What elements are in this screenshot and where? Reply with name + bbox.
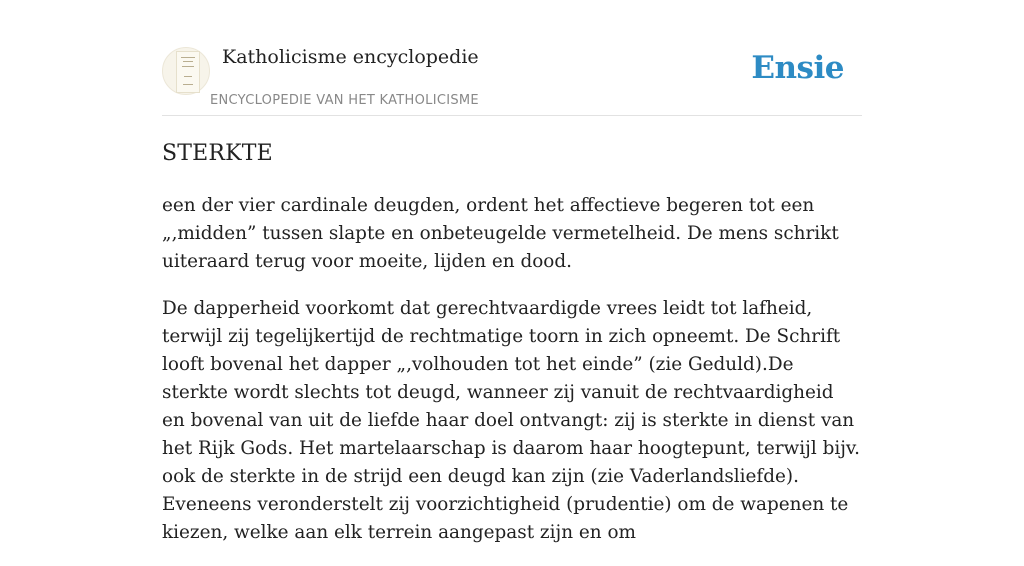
entry-title: STERKTE [162,141,273,166]
site-header [162,0,862,116]
site-subtitle: ENCYCLOPEDIE VAN HET KATHOLICISME [210,93,479,108]
book-cover-icon [176,51,200,93]
site-title[interactable]: Katholicisme encyclopedie [222,46,479,68]
encyclopedia-logo[interactable] [162,47,210,95]
entry-body [162,192,862,566]
entry-paragraph: een der vier cardinale deugden, ordent het affectieve begeren tot een „‚midden” tussen slapte en onbeteugelde vermetelheid. De mens schrikt uiteraard terug voor moeite, lijden en dood. [162,195,839,272]
entry-paragraph: De dapperheid voorkomt dat gerechtvaardigde vrees leidt tot lafheid, terwijl zij tegelijkertijd de rechtmatige toorn in zich opneemt. De Schrift looft bovenal het dapper „‚volhouden tot het einde” (zie Geduld).De sterkte wordt slechts tot deugd, wanneer zij vanuit de rechtvaardigheid en bovenal van uit de liefde haar doel ontvangt: zij is sterkte in dienst van het Rijk Gods. Het martelaarschap is daarom haar hoogtepunt, terwijl bijv. ook de sterkte in de strijd een deugd kan zijn (zie Vaderlandsliefde). Eveneens veronderstelt zij voorzichtigheid (prudentie) om de wapenen te kiezen, welke aan elk terrein aangepast zijn en om [162,298,860,543]
ensie-logo-link[interactable]: Ensie [751,50,844,86]
page [162,0,862,543]
